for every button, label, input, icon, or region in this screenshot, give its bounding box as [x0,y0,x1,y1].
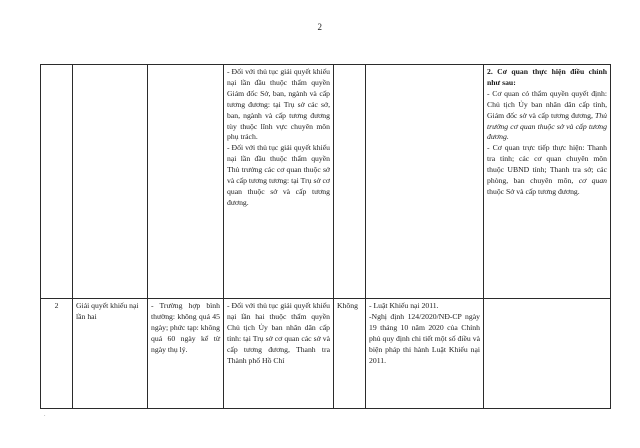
procedure-name-cell: Giải quyết khiếu nại lần hai [73,299,148,409]
deadline-paragraph: - Trường hợp bình thường: không quá 45 ngày; phức tạp: không quá 60 ngày kể từ ngày thụ lý. [151,301,220,354]
agency-text: thuộc Sở và cấp tương đương. [487,186,580,196]
stt-cell [41,65,73,299]
table-row [41,65,611,299]
deadline-cell [148,299,224,409]
footer-mark: . [44,412,46,418]
table-row [41,299,611,409]
procedure-name-cell [73,65,148,299]
location-cell [224,65,334,299]
agency-paragraph [487,143,607,198]
legal-basis-cell [366,65,484,299]
agency-heading: 2. Cơ quan thực hiện điều chỉnh như sau: [487,67,607,87]
location-paragraph: - Đối với thủ tục giải quyết khiếu nại lần hai thuộc thẩm quyền Chủ tịch Ủy ban nhân dân cấp tỉnh: tại Trụ sở cơ quan các sở và cấp tương đương, Thanh tra Thành phố Hồ Chí [227,301,330,365]
legal-paragraph: - Luật Khiếu nại 2011. [369,301,439,310]
agency-text: - Cơ quan có thẩm quyền quyết định: Chủ tịch Ủy ban nhân dân cấp tỉnh, Giám đốc sở và cấp tương đương, [487,88,607,120]
fee-cell [334,65,366,299]
page-number: 2 [317,22,323,32]
agency-italic-text: Thủ trưởng cơ quan thuộc sở và cấp tương đương. [487,110,608,142]
agency-paragraph [487,89,607,144]
fee-cell: Không [334,299,366,409]
agency-text: - Cơ quan trực tiếp thực hiện: Thanh tra tỉnh; các cơ quan chuyên môn thuộc UBND tỉnh; Thanh tra sở; các phòng, ban chuyên môn, [487,143,607,186]
stt-cell: 2 [41,299,73,409]
location-paragraph: - Đối với thủ tục giải quyết khiếu nại lần đầu thuộc thẩm quyền Thủ trưởng các cơ quan thuộc sở và cấp tương tương: tại Trụ sở cơ quan thuộc sở và cấp tương đương. [227,143,330,207]
location-paragraph: - Đối với thủ tục giải quyết khiếu nại lần đầu thuộc thẩm quyền Giám đốc Sở, ban, ngành và cấp tương đương: tại Trụ sở các sở, ban, ngành và cấp tương đương tùy thuộc lĩnh vực chuyên môn phụ trách. [227,67,330,142]
agency-cell [484,299,611,409]
deadline-cell [148,65,224,299]
legal-paragraph: -Nghị định 124/2020/NĐ-CP ngày 19 tháng 10 năm 2020 của Chính phủ quy định chi tiết một số điều và biện pháp thi hành Luật Khiếu nại 2011. [369,311,480,365]
procedure-table [40,64,611,409]
location-cell [224,299,334,409]
agency-cell [484,65,611,299]
agency-italic-text: cơ quan [578,176,608,186]
legal-basis-cell [366,299,484,409]
